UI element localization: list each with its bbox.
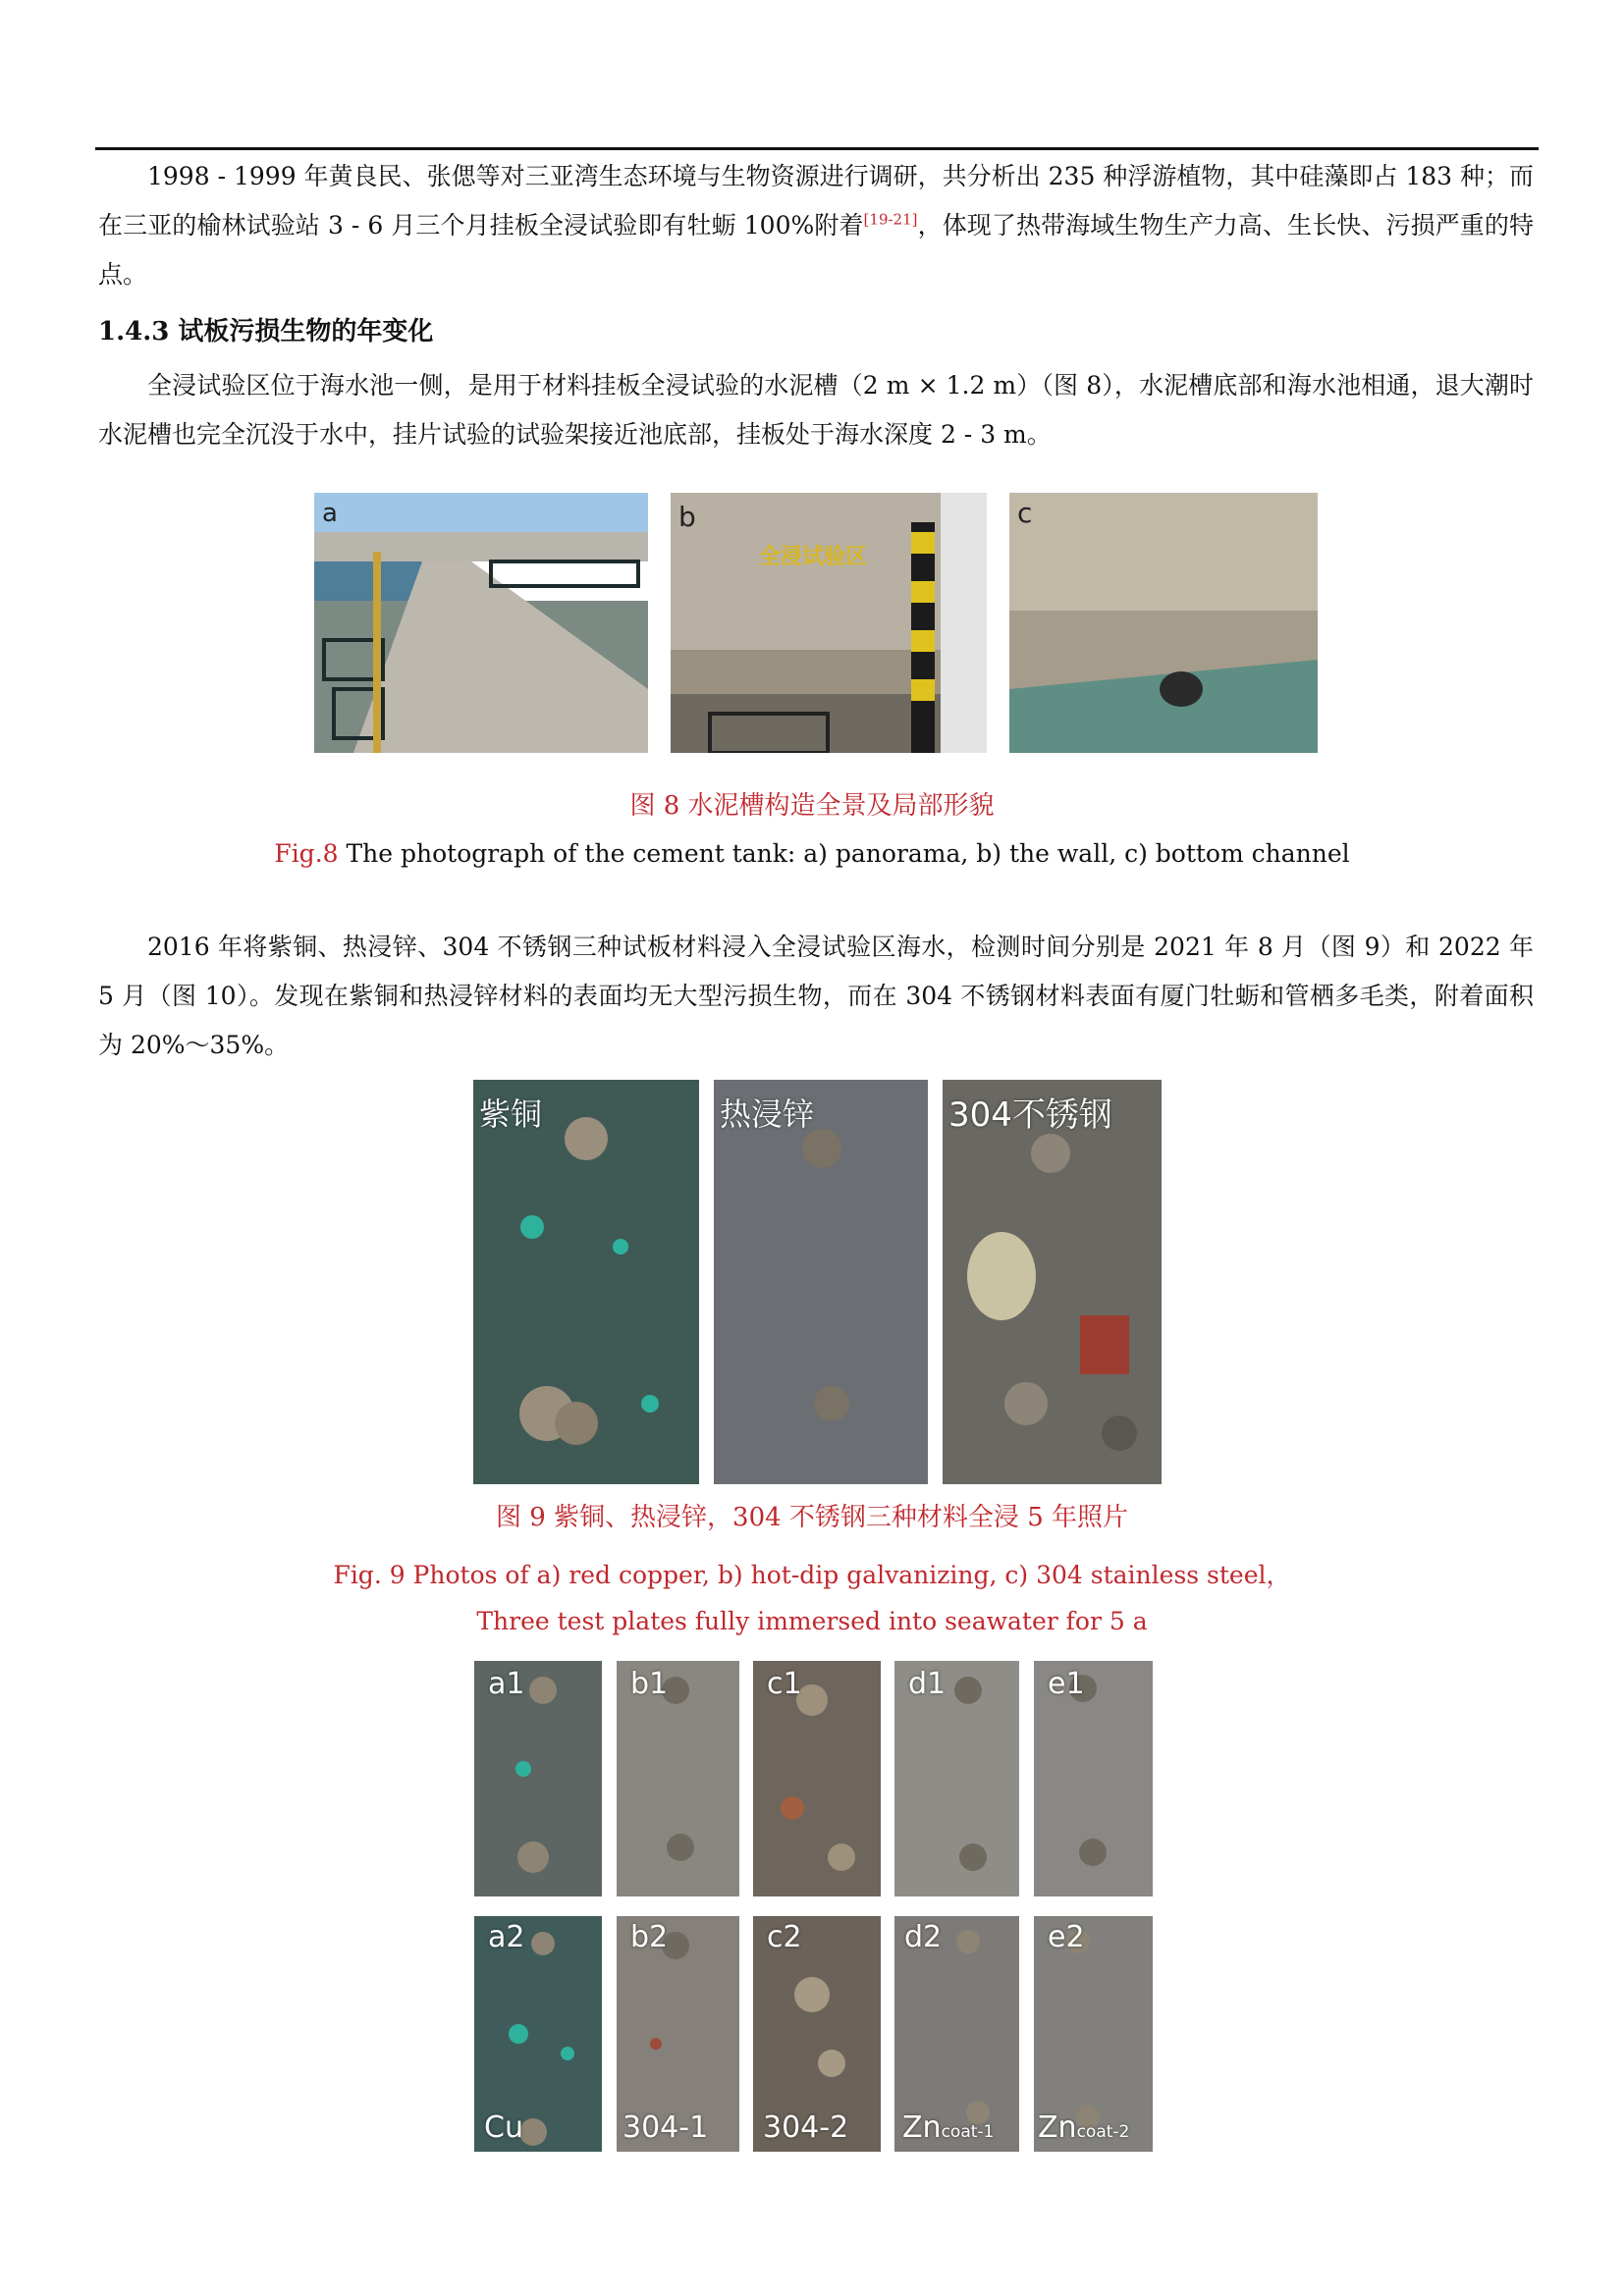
fig9-label-copper: 紫铜 <box>479 1095 543 1133</box>
fig9-caption-en-line1: Fig. 9 Photos of a) red copper, b) hot-dip galvanizing, c) 304 stainless steel， <box>333 1561 1291 1589</box>
fig8-label-a: a <box>322 499 338 528</box>
fig9-label-galvanized: 热浸锌 <box>720 1095 815 1133</box>
fig10-label-b2: b2 <box>630 1920 669 1954</box>
fig8-label-b: b <box>678 501 696 533</box>
paragraph-1: 1998 - 1999 年黄良民、张偲等对三亚湾生态环境与生物资源进行调研，共分析出 235 种浮游植物，其中硅藻即占 183 种；而在三亚的榆林试验站 3 - 6 月三个月挂板全浸试验即有牡蛎 100%附着[19-21]，体现了热带海域生物生产力高、生长快、污损严重的特点。 <box>98 162 1534 289</box>
header-rule <box>95 147 1539 150</box>
fig10-plate-c1 <box>753 1661 881 1896</box>
fig9-photo-galvanized <box>714 1080 928 1484</box>
fig10-label-a1: a1 <box>488 1667 525 1701</box>
fig10-material-d2: Zncoat-1 <box>902 2110 995 2145</box>
fig10-plate-d2 <box>894 1916 1019 2152</box>
fig10-material-e2: Zncoat-2 <box>1038 2110 1130 2145</box>
fig8-photo-a <box>314 493 648 753</box>
fig8-label-c: c <box>1017 497 1033 529</box>
fig10-label-b1: b1 <box>630 1667 669 1701</box>
fig10-plate-d1 <box>894 1661 1019 1896</box>
fig10-label-d2: d2 <box>904 1920 943 1954</box>
paragraph-3: 2016 年将紫铜、热浸锌、304 不锈钢三种试板材料浸入全浸试验区海水，检测时间分别是 2021 年 8 月（图 9）和 2022 年 5 月（图 10）。发现在紫铜和热浸锌材料的表面均无大型污损生物，而在 304 不锈钢材料表面有厦门牡蛎和管栖多毛类，附着面积为 20%～35%。 <box>98 933 1534 1059</box>
fig9-label-stainless: 304不锈钢 <box>948 1095 1112 1135</box>
fig10-label-e2: e2 <box>1048 1920 1085 1954</box>
fig8-caption-en: Fig.8 The photograph of the cement tank: a) panorama, b) the wall, c) bottom channel <box>274 839 1350 868</box>
section-heading-1-4-3: 1.4.3 试板污损生物的年变化 <box>98 317 434 347</box>
citation-19-21[interactable]: [19-21] <box>863 210 918 229</box>
fig8-wall-sign: 全浸试验区 <box>759 545 868 569</box>
fig9-photo-copper <box>473 1080 699 1484</box>
fig10-material-c2: 304-2 <box>763 2110 849 2145</box>
fig10-material-b2: 304-1 <box>623 2110 709 2145</box>
fig9-photo-stainless <box>943 1080 1162 1484</box>
fig8-photo-b <box>671 493 987 753</box>
fig10-label-c1: c1 <box>767 1667 802 1701</box>
paragraph-2: 全浸试验区位于海水池一侧，是用于材料挂板全浸试验的水泥槽（2 m × 1.2 m）（图 8），水泥槽底部和海水池相通，退大潮时水泥槽也完全沉没于水中，挂片试验的试验架接近池底部，挂板处于海水深度 2 - 3 m。 <box>98 371 1534 449</box>
fig10-material-a2: Cu <box>484 2110 523 2145</box>
fig10-plate-e2 <box>1034 1916 1153 2152</box>
fig10-plate-b2 <box>617 1916 739 2152</box>
fig10-plate-c2 <box>753 1916 881 2152</box>
fig9-caption-en-line2: Three test plates fully immersed into seawater for 5 a <box>476 1607 1148 1635</box>
fig10-plate-a1 <box>474 1661 602 1896</box>
fig8-photo-c <box>1009 493 1318 753</box>
fig10-plate-e1 <box>1034 1661 1153 1896</box>
fig10-label-c2: c2 <box>767 1920 802 1954</box>
fig10-label-a2: a2 <box>488 1920 525 1954</box>
fig10-label-d1: d1 <box>908 1667 947 1701</box>
fig10-plate-b1 <box>617 1661 739 1896</box>
fig9-caption-cn: 图 9 紫铜、热浸锌，304 不锈钢三种材料全浸 5 年照片 <box>495 1503 1129 1532</box>
fig10-plate-a2 <box>474 1916 602 2152</box>
fig10-label-e1: e1 <box>1048 1667 1085 1701</box>
fig8-caption-cn: 图 8 水泥槽构造全景及局部形貌 <box>629 791 995 821</box>
